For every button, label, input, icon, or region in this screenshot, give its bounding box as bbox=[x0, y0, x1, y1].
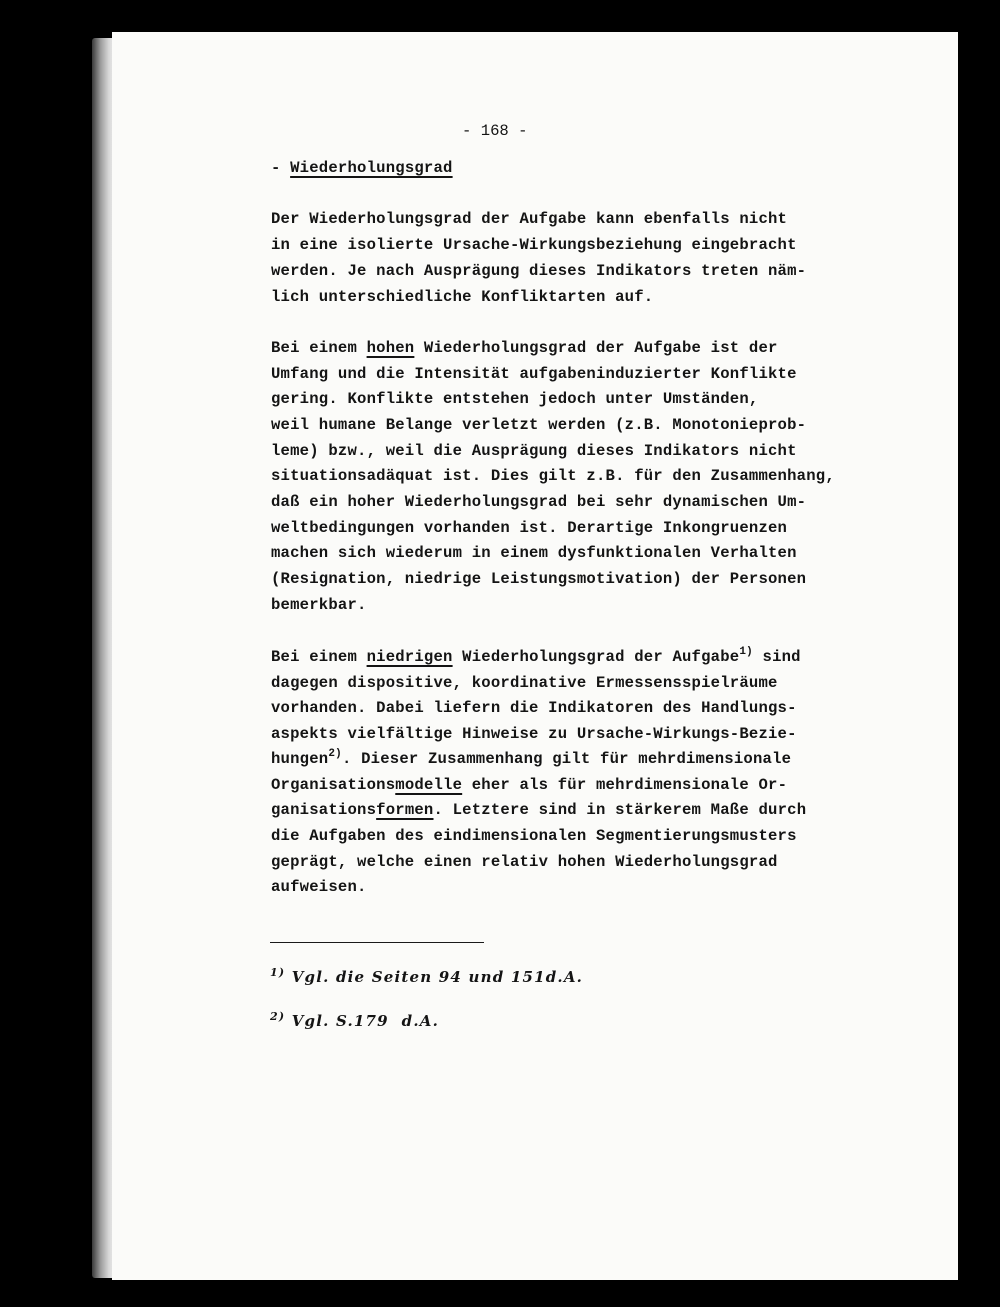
para3-underlined-word: niedrigen bbox=[366, 648, 453, 666]
para3-text: Bei einem bbox=[271, 648, 367, 666]
para2-line: situationsadäquat ist. Dies gilt z.B. für den Zusammenhang, bbox=[271, 467, 835, 485]
para3-line bbox=[271, 749, 791, 769]
footnote-divider bbox=[270, 942, 484, 943]
para3-line bbox=[271, 775, 787, 795]
footnote-mark: 1) bbox=[270, 966, 286, 979]
para3-line: vorhanden. Dabei liefern die Indikatoren des Handlungs- bbox=[271, 699, 797, 717]
para2-line: machen sich wiederum in einem dysfunktionalen Verhalten bbox=[271, 544, 797, 562]
para3-line: aufweisen. bbox=[271, 878, 367, 896]
para2-line: Umfang und die Intensität aufgabeninduzierter Konflikte bbox=[271, 365, 797, 383]
para3-line: geprägt, welche einen relativ hohen Wiederholungsgrad bbox=[271, 853, 778, 871]
para2-text: Bei einem bbox=[271, 339, 367, 357]
section-heading bbox=[271, 158, 453, 178]
para3-line bbox=[271, 800, 806, 820]
para2-underlined-word: hohen bbox=[366, 339, 415, 357]
para3-underlined-word: formen bbox=[376, 801, 434, 819]
heading-dash: - bbox=[271, 159, 291, 177]
para1-line: Der Wiederholungsgrad der Aufgabe kann ebenfalls nicht bbox=[271, 210, 788, 228]
footnote-ref-1: 1) bbox=[739, 646, 753, 658]
para3-line: aspekts vielfältige Hinweise zu Ursache-Wirkungs-Bezie- bbox=[271, 725, 797, 743]
para3-text: Organisations bbox=[271, 776, 396, 794]
footnote-text: Vgl. die Seiten 94 und 151d.A. bbox=[291, 968, 584, 986]
para3-text: eher als für mehrdimensionale Or- bbox=[462, 776, 788, 794]
para2-line: daß ein hoher Wiederholungsgrad bei sehr dynamischen Um- bbox=[271, 493, 807, 511]
para2-line: (Resignation, niedrige Leistungsmotivation) der Personen bbox=[271, 570, 807, 588]
para3-text: . Dieser Zusammenhang gilt für mehrdimensionale bbox=[341, 750, 792, 768]
para3-text: Wiederholungsgrad der Aufgabe bbox=[452, 648, 740, 666]
para2-line bbox=[271, 338, 778, 358]
para2-line: leme) bzw., weil die Ausprägung dieses Indikators nicht bbox=[271, 442, 797, 460]
para1-line: lich unterschiedliche Konfliktarten auf. bbox=[271, 288, 654, 306]
para3-line: dagegen dispositive, koordinative Ermessensspielräume bbox=[271, 674, 778, 692]
footnote-1 bbox=[270, 968, 583, 986]
para3-text: . Letztere sind in stärkerem Maße durch bbox=[433, 801, 807, 819]
para1-line: in eine isolierte Ursache-Wirkungsbeziehung eingebracht bbox=[271, 236, 797, 254]
footnote-ref-2: 2) bbox=[328, 748, 342, 760]
para3-line: die Aufgaben des eindimensionalen Segmentierungsmusters bbox=[271, 827, 797, 845]
para3-line bbox=[271, 647, 801, 667]
para3-text: sind bbox=[752, 648, 801, 666]
para2-line: weil humane Belange verletzt werden (z.B. Monotonieprob- bbox=[271, 416, 807, 434]
para2-line: gering. Konflikte entstehen jedoch unter Umständen, bbox=[271, 390, 759, 408]
footnote-mark: 2) bbox=[270, 1010, 286, 1023]
para2-line: weltbedingungen vorhanden ist. Derartige Inkongruenzen bbox=[271, 519, 788, 537]
para2-text: Wiederholungsgrad der Aufgabe ist der bbox=[414, 339, 778, 357]
para3-underlined-word: modelle bbox=[395, 776, 463, 794]
para3-text: ganisations bbox=[271, 801, 377, 819]
para1-line: werden. Je nach Ausprägung dieses Indikators treten näm- bbox=[271, 262, 807, 280]
footnote-2 bbox=[270, 1012, 439, 1030]
para3-text: hungen bbox=[271, 750, 329, 768]
page-number: - 168 - bbox=[462, 122, 528, 140]
heading-text: Wiederholungsgrad bbox=[290, 159, 453, 177]
para2-line: bemerkbar. bbox=[271, 596, 367, 614]
footnote-text: Vgl. S.179 d.A. bbox=[291, 1012, 440, 1030]
